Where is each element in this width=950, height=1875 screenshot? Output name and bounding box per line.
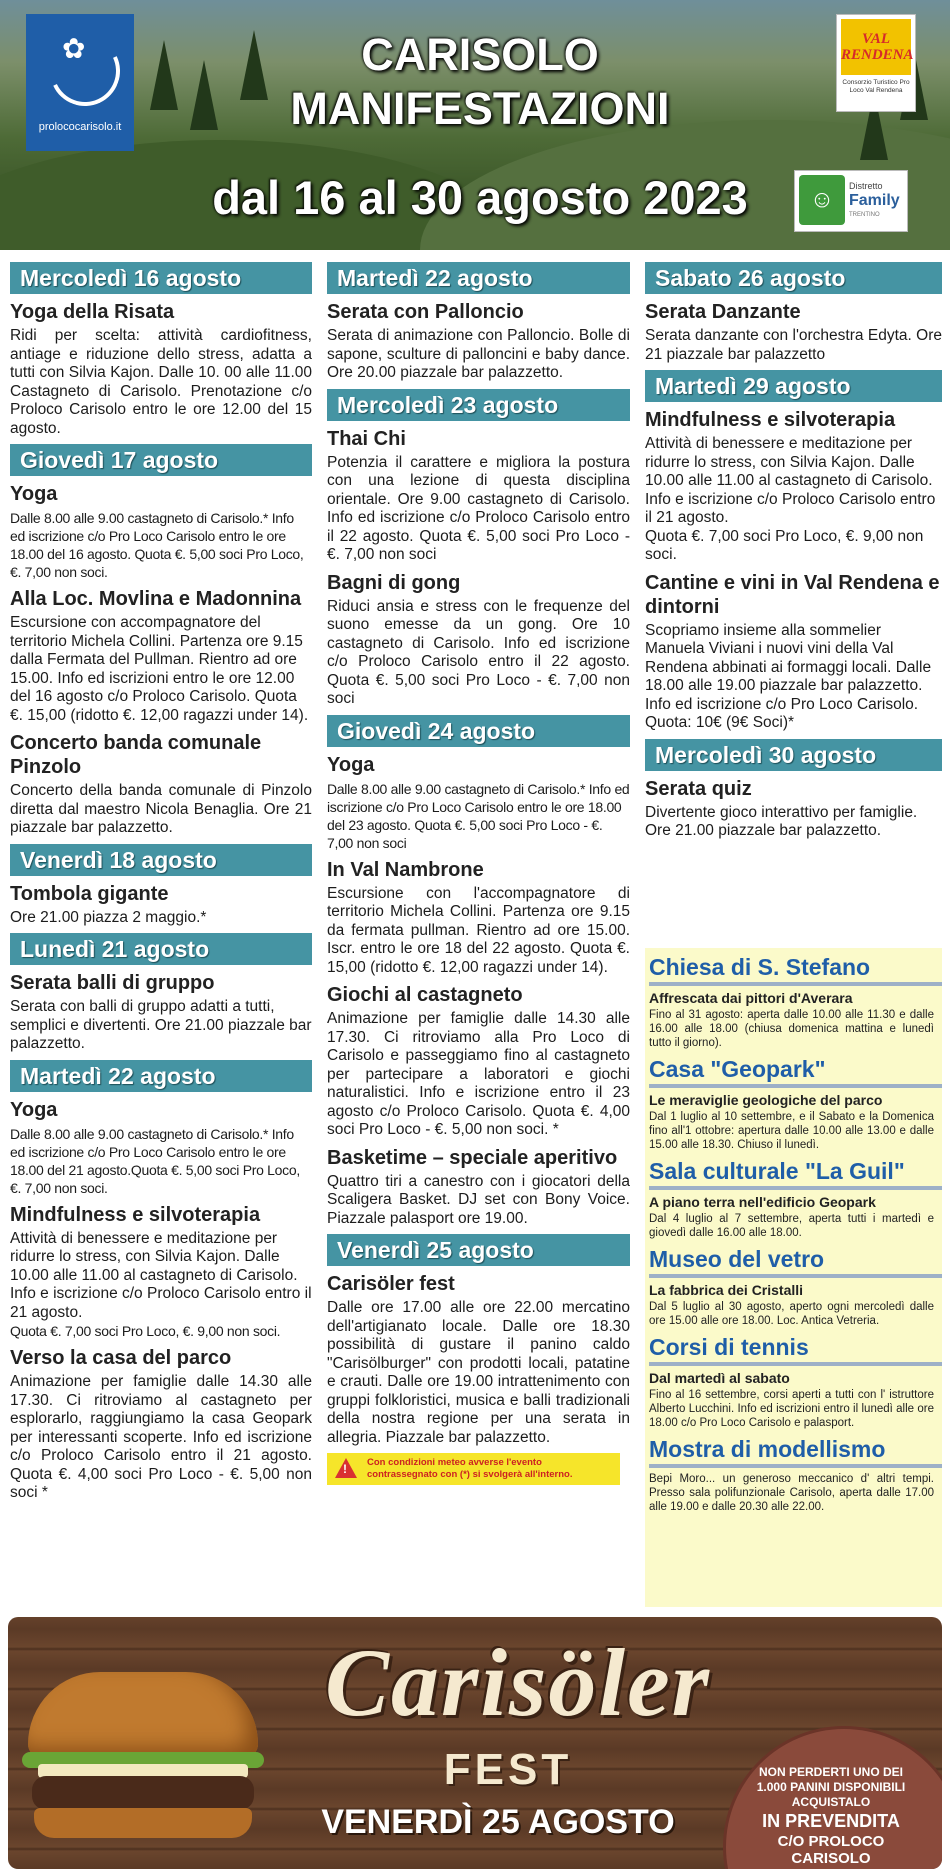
attraction-subtitle: A piano terra nell'edificio Geopark [649, 1194, 876, 1210]
fest-brand-title: Carisöler [324, 1629, 712, 1736]
burger-icon [28, 1672, 258, 1842]
title-line1: CARISOLO [361, 29, 599, 80]
event-description: Serata di animazione con Palloncio. Bolle di sapone, sculture di palloncini e baby dance. Ore 20.00 piazzale bar palazzetto. [327, 327, 630, 381]
burger-bun-bottom [34, 1808, 252, 1838]
event-title: Yoga [10, 1098, 58, 1121]
event-description: Concerto della banda comunale di Pinzolo diretta dal maestro Nicola Benaglia. Ore 21 piazzale bar palazzetto. [10, 782, 312, 836]
date-range: dal 16 al 30 agosto 2023 [212, 171, 748, 224]
event-title: Serata balli di gruppo [10, 972, 215, 994]
event-title: Yoga della Risata [10, 301, 175, 323]
event-description: Attività di benessere e meditazione per ridurre lo stress, con Silvia Kajon. Dalle 10.00 alle 11.00 al castagneto di Carisolo. Info e iscrizione c/o Proloco Carisolo entro il 21 agosto. [10, 1229, 312, 1321]
rendena-badge [841, 19, 914, 75]
attraction-subtitle: Le meraviglie geologiche del parco [649, 1092, 883, 1108]
rendena-caption: Consorzio Turistico Pro Loco Val Rendena [842, 79, 910, 94]
day-header: Martedì 29 agosto [645, 370, 942, 402]
event-description: Quattro tiri a canestro con i giocatori della Scaligera Basket. DJ set con Bony Voice. Piazzale palasport ore 19.00. [327, 1172, 630, 1227]
event-title: Mindfulness e silvoterapia [645, 409, 896, 431]
event-description: Serata con balli di gruppo adatti a tutti, semplici e divertenti. Ore 21.00 piazzale bar palazzetto. [10, 998, 312, 1052]
event-description: Dalle ore 17.00 alle ore 22.00 mercatino dell'artigianato locale. Dalle ore 18.30 possibilità di gustare il panino caldo "Carisölburger" con prodotti locali, patatine e crauti. Dalle ore 19.00 intrattenimento con gruppi folkloristici, musica e balli tradizionali della nostra regione per una serata in allegria. Piazzale bar palazzetto. [327, 1299, 630, 1446]
proloco-logo[interactable] [26, 14, 134, 151]
event-title: Yoga [327, 753, 375, 776]
event-title: Giochi al castagneto [327, 984, 523, 1006]
fest-brand-sub: FEST [443, 1745, 573, 1794]
fest-date: VENERDÌ 25 AGOSTO [321, 1803, 675, 1841]
warning-icon: ! [335, 1458, 357, 1478]
attraction-text: Fino al 31 agosto: aperta dalle 10.00 alle 11.30 e dalle 16.00 alle 18.00 (chiusa domenica mattina e lunedì tutto il giorno). [649, 1009, 934, 1049]
tree-shape [150, 40, 178, 110]
day-header: Venerdì 18 agosto [10, 844, 312, 876]
day-header: Lunedì 21 agosto [10, 933, 312, 965]
event-title: Serata quiz [645, 777, 752, 800]
event-title: Serata Danzante [645, 301, 801, 323]
leaf-icon: ✿ [62, 33, 86, 64]
burger-patty [32, 1776, 254, 1810]
event-description: Ore 21.00 piazza 2 maggio.* [10, 908, 207, 926]
day-header: Martedì 22 agosto [10, 1060, 312, 1092]
weather-notice [327, 1453, 620, 1485]
day-header: Martedì 22 agosto [327, 262, 630, 294]
family-icon: ☺ [799, 175, 845, 225]
family-logo-line2: Family [849, 192, 900, 209]
attraction-title: Mostra di modellismo [649, 1436, 942, 1468]
event-description: Divertente gioco interattivo per famiglie. Ore 21.00 piazzale bar palazzetto. [645, 803, 918, 839]
carisoler-fest-banner[interactable] [8, 1617, 942, 1869]
attraction-subtitle: Dal martedì al sabato [649, 1370, 790, 1386]
header-banner [0, 0, 950, 250]
event-description: Dalle 8.00 alle 9.00 castagneto di Carisolo.* Info ed iscrizione c/o Pro Loco Carisolo entro le ore 18.00 del 21 agosto.Quota €. 5,00 soci Pro Loco, €. 7,00 non soci. [10, 1125, 300, 1196]
attraction-text: Dal 5 luglio al 30 agosto, aperto ogni mercoledì dalle ore 15.00 alle ore 18.00. Loc. Antica Vetreria. [649, 1301, 934, 1327]
event-title: Bagni di gong [327, 571, 461, 594]
day-header: Mercoledì 23 agosto [327, 389, 630, 421]
title-line2: MANIFESTAZIONI [290, 83, 670, 134]
attraction-title: Casa "Geopark" [649, 1056, 942, 1088]
event-title: Cantine e vini in Val Rendena e dintorni [645, 571, 940, 618]
event-title: Basketime – speciale aperitivo [327, 1146, 618, 1169]
day-header: Giovedì 24 agosto [327, 715, 630, 747]
event-description: Potenzia il carattere e migliora la postura con una lezione di questa disciplina orientale. Ore 9.00 castagneto di Carisolo. Info ed iscrizione c/o Proloco Carisolo entro il 22 agosto. Quota €. 5,00 soci Pro Loco - €. 7,00 non soci [327, 453, 630, 563]
weather-notice-text: Con condizioni meteo avverse l'evento contrassegnato con (*) si svolgerà all'interno. [367, 1457, 573, 1480]
rendena-badge-text: VAL RENDENA [841, 31, 914, 63]
family-logo-line1: Distretto [849, 181, 883, 191]
event-title: Concerto banda comunale Pinzolo [10, 732, 262, 778]
day-header: Venerdì 25 agosto [327, 1234, 630, 1266]
page-title [190, 28, 770, 136]
attractions-box [645, 948, 942, 1607]
day-header: Mercoledì 16 agosto [10, 262, 312, 294]
day-header: Mercoledì 30 agosto [645, 739, 942, 771]
event-description: Escursione con accompagnatore del territorio Michela Collini. Partenza ore 9.15 dalla Fermata del Pullman. Rientro ad ore 15.00. Info ed iscrizioni entro le ore 12.00 del 16 agosto c/o Proloco Carisolo. Quota €. 15,00 (ridotto €. 12,00 ragazzi under 14). [10, 614, 309, 724]
event-description: Escursione con l'accompagnatore di territorio Michela Collini. Partenza ore 9.15 da fermata pullman. Rientro ad ore 15.00. Iscr. entro le ore 18 del 22 agosto. Quota €. 15,00 (ridotto €. 12,00 ragazzi under 14). [327, 884, 630, 976]
attraction-subtitle: La fabbrica dei Cristalli [649, 1282, 804, 1298]
event-title: Tombola gigante [10, 882, 169, 905]
attraction-text: Dal 1 luglio al 10 settembre, e il Sabato e la Domenica fino all'1 ottobre: apertura dalle 10.00 alle 13.00 e dalle 15.00 alle 18.30. Chiuso il lunedì. [649, 1111, 934, 1151]
event-title: Carisöler fest [327, 1273, 455, 1295]
event-title: Thai Chi [327, 427, 406, 450]
event-description: Animazione per famiglie dalle 14.30 alle 17.30. Ci ritroviamo alla Pro Loco di Carisolo e passeggiamo fino al castagneto per partecipare a laboratori e giochi naturalistici. Info e iscrizione entro il 23 agosto c/o Proloco Carisolo. Quota €. 4,00 soci Pro Loco - €. 5,00 non soci. * [327, 1010, 630, 1138]
attraction-subtitle: Affrescata dai pittori d'Averara [649, 990, 853, 1006]
presale-line1: NON PERDERTI UNO DEI 1.000 PANINI DISPONIBILI ACQUISTALO [756, 1765, 906, 1809]
val-rendena-logo[interactable] [836, 14, 916, 112]
presale-line2: IN PREVENDITA [762, 1811, 900, 1831]
event-description: Animazione per famiglie dalle 14.30 alle 17.30. Ci ritroviamo al castagneto per esplorarlo, raggiungiamo la casa Geopark per interessanti scoperte. Info ed iscrizione c/o Proloco Carisolo entro il 21 agosto. Quota €. 4,00 soci Pro Loco - €. 5,00 non soci * [10, 1373, 312, 1501]
distretto-family-logo[interactable] [794, 170, 908, 232]
burger-bun-top [28, 1672, 258, 1758]
attraction-text: Bepi Moro... un generoso meccanico d' altri tempi. Presso sala polifunzionale Carisolo, aperta dalle 17.00 alle 19.00 e dalle 20.30 alle 22.00. [649, 1473, 934, 1513]
event-price: Quota €. 7,00 soci Pro Loco, €. 9,00 non soci. [10, 1323, 281, 1339]
event-description: Ridi per scelta: attività cardiofitness, antiage e riduzione dello stress, adatta a tutti con Silvia Kajon. Dalle 10. 00 alle 11.00 Castagneto di Carisolo. Prenotazione c/o Proloco Carisolo entro le ore 12.00 del 15 agosto. [10, 327, 312, 437]
family-logo-line3: TRENTINO [849, 212, 880, 218]
event-title: Verso la casa del parco [10, 1347, 232, 1369]
column-1 [10, 262, 312, 1509]
day-header: Sabato 26 agosto [645, 262, 942, 294]
event-title: Serata con Palloncio [327, 301, 524, 323]
attraction-title: Museo del vetro [649, 1246, 942, 1278]
event-price: Quota €. 7,00 soci Pro Loco, €. 9,00 non soci. [645, 527, 924, 563]
attraction-title: Chiesa di S. Stefano [649, 954, 942, 986]
event-title: Alla Loc. Movlina e Madonnina [10, 588, 302, 610]
day-header: Giovedì 17 agosto [10, 444, 312, 476]
column-3 [645, 262, 942, 847]
event-description: Riduci ansia e stress con le frequenze del suono emesse da un gong. Ore 10 castagneto di Carisolo. Info ed iscrizione c/o Proloco Carisolo entro il 22 agosto. Quota €. 5,00 soci Pro Loco - €. 7,00 non soci [327, 597, 630, 707]
attraction-text: Dal 4 luglio al 7 settembre, aperta tutti i martedì e giovedì dalle 16.00 alle 18.00. [649, 1213, 934, 1239]
event-title: Mindfulness e silvoterapia [10, 1203, 261, 1226]
column-2 [327, 262, 630, 1485]
event-description: Scopriamo insieme alla sommelier Manuela Viviani i nuovi vini della Val Rendena abbinati ai formaggi locali. Dalle 18.00 alle 19.00 piazzale bar palazzetto. Info ed iscrizione c/o Pro Loco Carisolo. Quota: 10€ (9€ Soci)* [645, 621, 932, 731]
attraction-title: Sala culturale "La Guil" [649, 1158, 942, 1190]
event-description: Attività di benessere e meditazione per ridurre lo stress, con Silvia Kajon. Dalle 10.00 alle 11.00 al castagneto di Carisolo. Info e iscrizione c/o Proloco Carisolo entro il 21 agosto. [645, 435, 936, 526]
presale-line3: C/O PROLOCO CARISOLO [777, 1833, 885, 1867]
logo-site-text: prolococarisolo.it [38, 121, 122, 133]
event-title: Yoga [10, 483, 58, 505]
event-title: In Val Nambrone [327, 858, 484, 881]
presale-badge [726, 1729, 942, 1869]
event-description: Dalle 8.00 alle 9.00 castagneto di Carisolo.* Info ed iscrizione c/o Pro Loco Carisolo entro le ore 18.00 del 16 agosto. Quota €. 5,00 soci Pro Loco, €. 7,00 non soci. [10, 510, 304, 580]
attraction-text: Fino al 16 settembre, corsi aperti a tutti con l' istruttore Alberto Lucchini. Info ed iscrizioni entro il lunedì alle ore 18.00 c/o Pro Loco Carisolo e palasport. [649, 1389, 934, 1429]
event-description: Serata danzante con l'orchestra Edyta. Ore 21 piazzale bar palazzetto [645, 327, 942, 363]
attraction-title: Corsi di tennis [649, 1334, 942, 1366]
event-description: Dalle 8.00 alle 9.00 castagneto di Carisolo.* Info ed iscrizione c/o Pro Loco Carisolo entro le ore 18.00 del 23 agosto. Quota €. 5,00 soci Pro Loco - €. 7,00 non soci [327, 780, 630, 851]
